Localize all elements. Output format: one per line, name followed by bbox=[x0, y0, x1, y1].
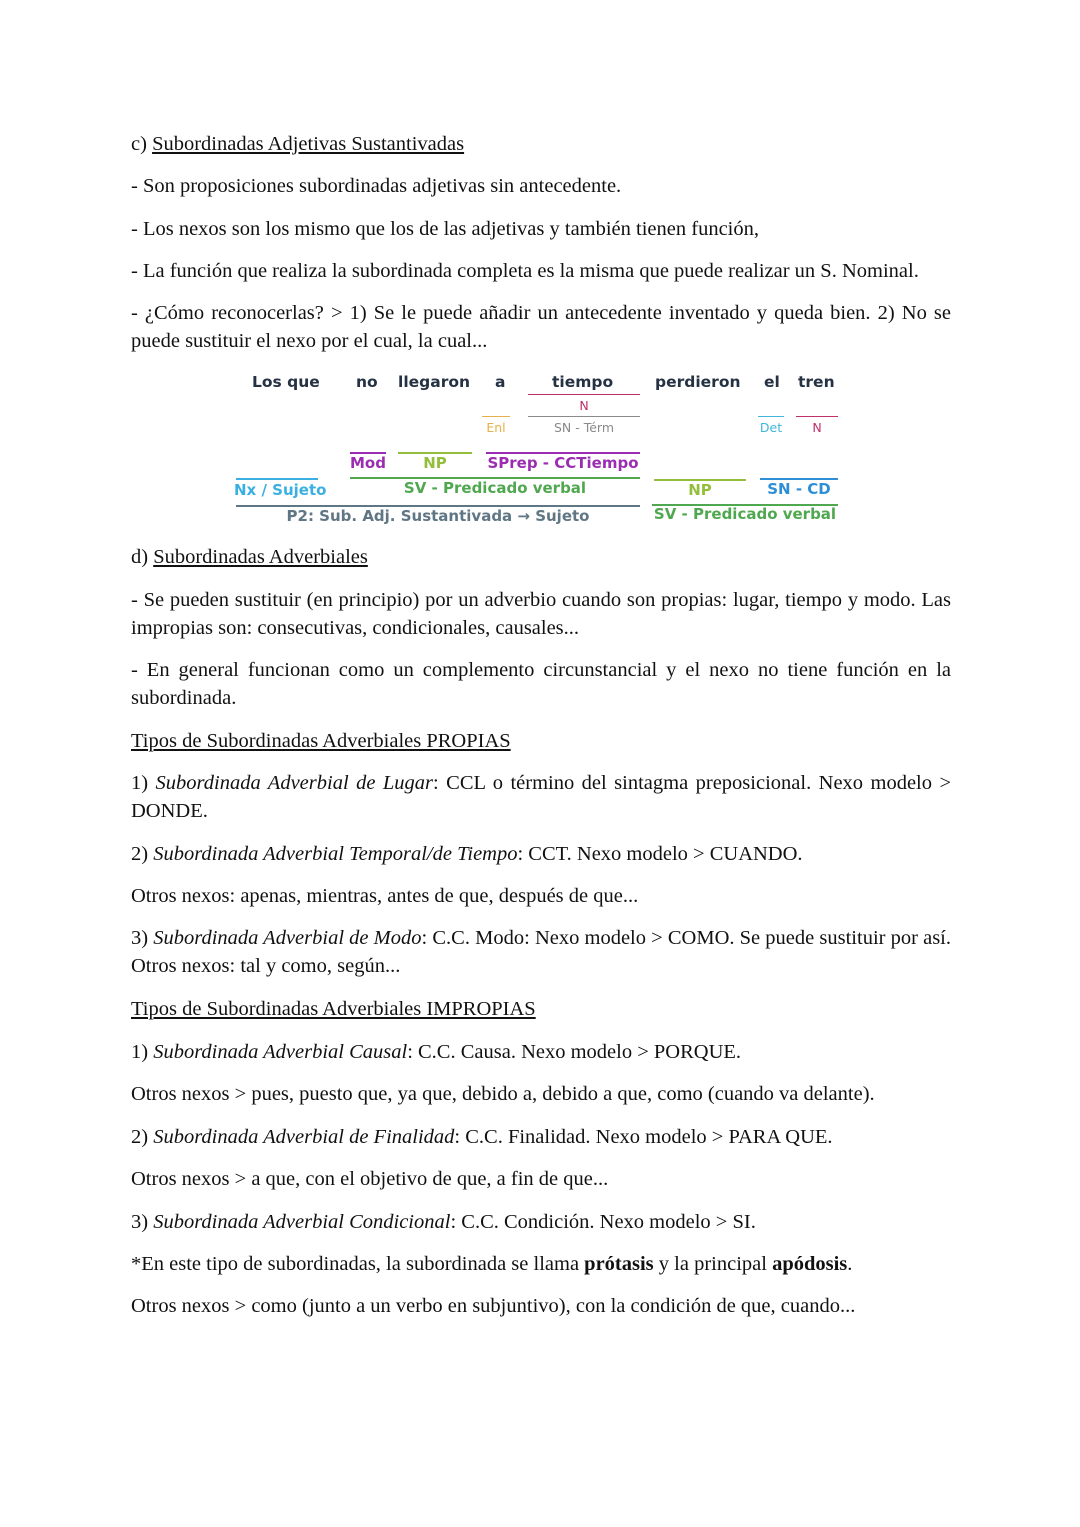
list-item: 1) Subordinada Adverbial de Lugar: CCL o término del sintagma preposicional. Nexo modelo > DONDE. bbox=[131, 772, 952, 822]
syntax-diagram bbox=[230, 366, 850, 534]
label-sprep: SPrep - CCTiempo bbox=[487, 454, 639, 472]
section-d-title: Subordinadas Adverbiales bbox=[153, 546, 368, 568]
bullet: - En general funcionan como un complemento circunstancial y el nexo no tiene función en la subordinada. bbox=[131, 659, 951, 709]
word: no bbox=[356, 373, 378, 391]
label-n: N bbox=[812, 420, 822, 435]
section-c-heading: c) Subordinadas Adjetivas Sustantivadas bbox=[131, 133, 465, 155]
word: tren bbox=[798, 373, 835, 391]
label-sn-term: SN - Térm bbox=[553, 420, 615, 435]
list-item: Otros nexos: apenas, mientras, antes de que, después de que... bbox=[131, 885, 639, 907]
word: llegaron bbox=[398, 373, 471, 391]
bullet: - La función que realiza la subordinada completa es la misma que puede realizar un S. Nominal. bbox=[131, 260, 919, 282]
label-np: NP bbox=[688, 481, 712, 499]
word: el bbox=[764, 373, 780, 391]
bullet: - Son proposiciones subordinadas adjetivas sin antecedente. bbox=[131, 175, 622, 197]
label-mod: Mod bbox=[350, 454, 386, 472]
propias-heading: Tipos de Subordinadas Adverbiales PROPIAS bbox=[131, 730, 511, 752]
label-det: Det bbox=[759, 420, 783, 435]
label-sv: SV - Predicado verbal bbox=[403, 479, 587, 497]
section-c-title: Subordinadas Adjetivas Sustantivadas bbox=[152, 133, 465, 155]
label-p2: P2: Sub. Adj. Sustantivada → Sujeto bbox=[286, 507, 590, 525]
bullet: - Se pueden sustituir (en principio) por un adverbio cuando son propias: lugar, tiempo y modo. Las impropias son: consecutivas, condicionales, causales... bbox=[131, 589, 951, 639]
label-n: N bbox=[579, 398, 589, 413]
list-item: 1) Subordinada Adverbial Causal: C.C. Causa. Nexo modelo > PORQUE. bbox=[131, 1041, 742, 1063]
list-item: Otros nexos > a que, con el objetivo de que, a fin de que... bbox=[131, 1168, 609, 1190]
word: Los que bbox=[252, 373, 320, 391]
list-item: 3) Subordinada Adverbial de Modo: C.C. Modo: Nexo modelo > COMO. Se puede sustituir por así. Otros nexos: tal y como, según... bbox=[131, 927, 952, 977]
note: *En este tipo de subordinadas, la subordinada se llama prótasis y la principal apódosis. bbox=[131, 1253, 853, 1275]
list-item: 2) Subordinada Adverbial Temporal/de Tiempo: CCT. Nexo modelo > CUANDO. bbox=[131, 843, 803, 865]
list-item: Otros nexos > pues, puesto que, ya que, debido a, debido a que, como (cuando va delante). bbox=[131, 1083, 875, 1105]
divider bbox=[528, 394, 640, 395]
divider bbox=[482, 416, 510, 417]
list-item: Otros nexos > como (junto a un verbo en subjuntivo), con la condición de que, cuando... bbox=[131, 1295, 856, 1317]
divider bbox=[796, 416, 838, 417]
word: a bbox=[495, 373, 506, 391]
list-item: 3) Subordinada Adverbial Condicional: C.C. Condición. Nexo modelo > SI. bbox=[131, 1211, 756, 1233]
divider bbox=[758, 416, 784, 417]
list-item: 2) Subordinada Adverbial de Finalidad: C.C. Finalidad. Nexo modelo > PARA QUE. bbox=[131, 1126, 833, 1148]
label-sv: SV - Predicado verbal bbox=[653, 505, 837, 523]
divider bbox=[528, 416, 640, 417]
word: perdieron bbox=[655, 373, 741, 391]
bullet: - ¿Cómo reconocerlas? > 1) Se le puede añadir un antecedente inventado y queda bien. 2) No se puede sustituir el nexo por el cual, la cual... bbox=[131, 302, 951, 352]
impropias-heading: Tipos de Subordinadas Adverbiales IMPROPIAS bbox=[131, 998, 536, 1020]
bullet: - Los nexos son los mismo que los de las adjetivas y también tienen función, bbox=[131, 218, 759, 240]
divider bbox=[236, 478, 318, 480]
word: tiempo bbox=[552, 373, 614, 391]
label-nx-sujeto: Nx / Sujeto bbox=[234, 481, 327, 499]
label-sn-cd: SN - CD bbox=[767, 480, 831, 498]
label-np: NP bbox=[423, 454, 447, 472]
label-enl: Enl bbox=[486, 420, 506, 435]
section-d-heading: d) Subordinadas Adverbiales bbox=[131, 546, 368, 568]
